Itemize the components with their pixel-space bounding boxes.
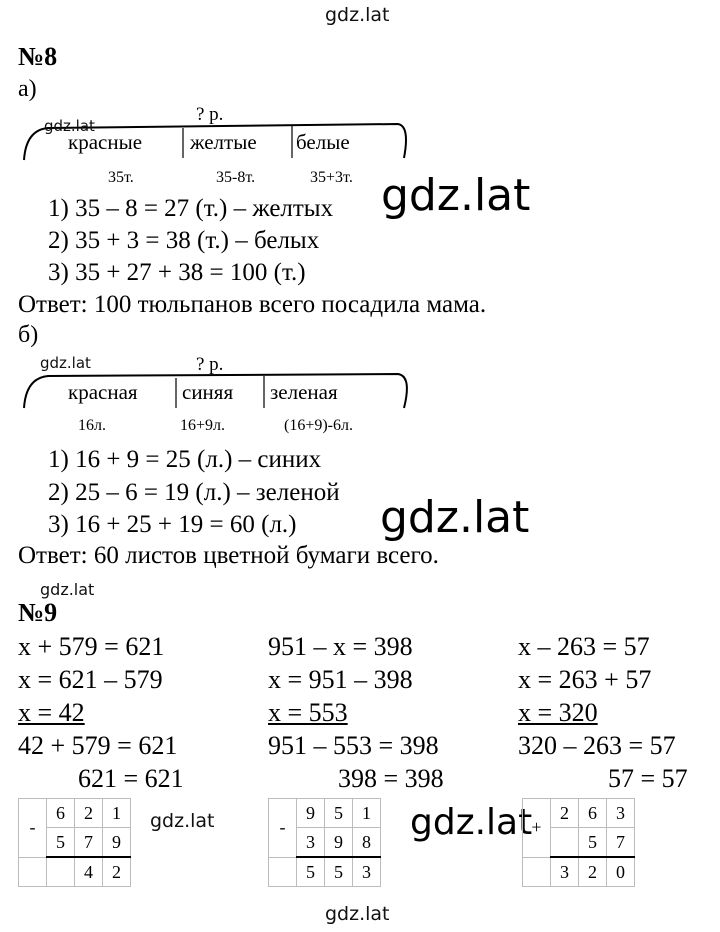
calc-digit: 5 — [47, 828, 75, 858]
part-b-label: б) — [18, 322, 39, 348]
calc-digit: 5 — [579, 828, 607, 858]
diagram-b — [18, 352, 418, 438]
watermark-col3: gdz.lat — [410, 802, 533, 843]
calc-sign: - — [269, 799, 297, 858]
calc-digit: 2 — [551, 799, 579, 828]
calc-digit — [47, 857, 75, 887]
col1-calculation — [18, 798, 131, 887]
part-a-step-2: 2) 35 + 3 = 38 (т.) – белых — [48, 227, 320, 254]
part-b-step-2: 2) 25 – 6 = 19 (л.) – зеленой — [48, 479, 340, 506]
calc-digit: 9 — [297, 799, 325, 828]
diagram-a-seg-3: белые — [296, 130, 350, 154]
col3-line-5: 57 = 57 — [608, 764, 688, 793]
col2-line-3: x = 553 — [268, 698, 348, 727]
col2-calculation — [268, 798, 381, 887]
diagram-b-total: ? р. — [196, 354, 224, 375]
watermark-top: gdz.lat — [325, 4, 390, 26]
col1-line-2: x = 621 – 579 — [18, 665, 163, 694]
calc-sign: - — [19, 799, 47, 858]
task-9-title: №9 — [18, 598, 58, 627]
calc-digit: 4 — [75, 857, 103, 887]
col3-line-1: x – 263 = 57 — [518, 632, 650, 661]
part-b-step-3: 3) 16 + 25 + 19 = 60 (л.) — [48, 511, 297, 538]
part-a-step-1: 1) 35 – 8 = 27 (т.) – желтых — [48, 195, 334, 222]
calc-digit: 7 — [607, 828, 635, 858]
calc-digit: 6 — [47, 799, 75, 828]
watermark-diagram-b: gdz.lat — [40, 354, 91, 372]
watermark-bottom: gdz.lat — [325, 903, 390, 925]
calc-digit: 2 — [103, 857, 131, 887]
diagram-a-seg-2: желтые — [190, 130, 257, 154]
col3-line-2: x = 263 + 57 — [518, 665, 652, 694]
calc-digit: 5 — [297, 857, 325, 887]
diagram-b-val-1: 16л. — [78, 417, 106, 434]
calc-digit: 6 — [579, 799, 607, 828]
diagram-b-seg-1: красная — [68, 380, 138, 404]
diagram-a-val-1: 35т. — [108, 169, 134, 186]
calc-digit: 3 — [353, 857, 381, 887]
calc-digit — [551, 828, 579, 858]
col2-line-5: 398 = 398 — [338, 764, 444, 793]
col3-calculation — [522, 798, 635, 887]
calc-digit: 9 — [325, 828, 353, 858]
task-8-title: №8 — [18, 42, 58, 71]
calc-digit: 3 — [607, 799, 635, 828]
calc-digit: 1 — [103, 799, 131, 828]
watermark-big-b: gdz.lat — [376, 492, 529, 543]
diagram-a-seg-1: красные — [68, 130, 143, 154]
diagram-b-seg-2: синяя — [182, 380, 234, 404]
diagram-b-seg-3: зеленая — [270, 380, 338, 404]
col3-line-4: 320 – 263 = 57 — [518, 731, 676, 760]
calc-digit: 1 — [353, 799, 381, 828]
col2-line-2: x = 951 – 398 — [268, 665, 413, 694]
calc-digit: 2 — [75, 799, 103, 828]
part-b-answer: Ответ: 60 листов цветной бумаги всего. — [18, 542, 439, 569]
col1-line-3: x = 42 — [18, 698, 85, 727]
diagram-b-val-3: (16+9)-6л. — [284, 417, 353, 434]
calc-digit: 8 — [353, 828, 381, 858]
part-a-step-3: 3) 35 + 27 + 38 = 100 (т.) — [48, 259, 306, 286]
calc-digit: 3 — [551, 857, 579, 887]
col2-line-1: 951 – x = 398 — [268, 632, 413, 661]
watermark-col1: gdz.lat — [150, 810, 215, 832]
calc-digit: 2 — [579, 857, 607, 887]
col1-line-4: 42 + 579 = 621 — [18, 731, 178, 760]
calc-digit: 9 — [103, 828, 131, 858]
diagram-a-val-2: 35-8т. — [216, 169, 256, 186]
diagram-a-val-3: 35+3т. — [310, 169, 353, 186]
calc-sign: + — [523, 799, 551, 858]
calc-digit: 5 — [325, 799, 353, 828]
watermark-above-9: gdz.lat — [40, 580, 95, 599]
calc-digit: 0 — [607, 857, 635, 887]
diagram-b-val-2: 16+9л. — [180, 417, 226, 434]
calc-digit: 5 — [325, 857, 353, 887]
part-b-step-1: 1) 16 + 9 = 25 (л.) – синих — [48, 446, 322, 473]
col1-line-5: 621 = 621 — [78, 764, 184, 793]
col2-line-4: 951 – 553 = 398 — [268, 731, 439, 760]
watermark-diagram-a: gdz.lat — [44, 117, 95, 135]
part-a-label: а) — [18, 76, 37, 102]
watermark-big-a: gdz.lat — [381, 170, 531, 221]
calc-digit: 7 — [75, 828, 103, 858]
col1-line-1: x + 579 = 621 — [18, 632, 165, 661]
calc-digit: 3 — [297, 828, 325, 858]
part-a-answer: Ответ: 100 тюльпанов всего посадила мама. — [18, 291, 487, 318]
col3-line-3: x = 320 — [518, 698, 598, 727]
diagram-a-total: ? р. — [196, 104, 224, 125]
